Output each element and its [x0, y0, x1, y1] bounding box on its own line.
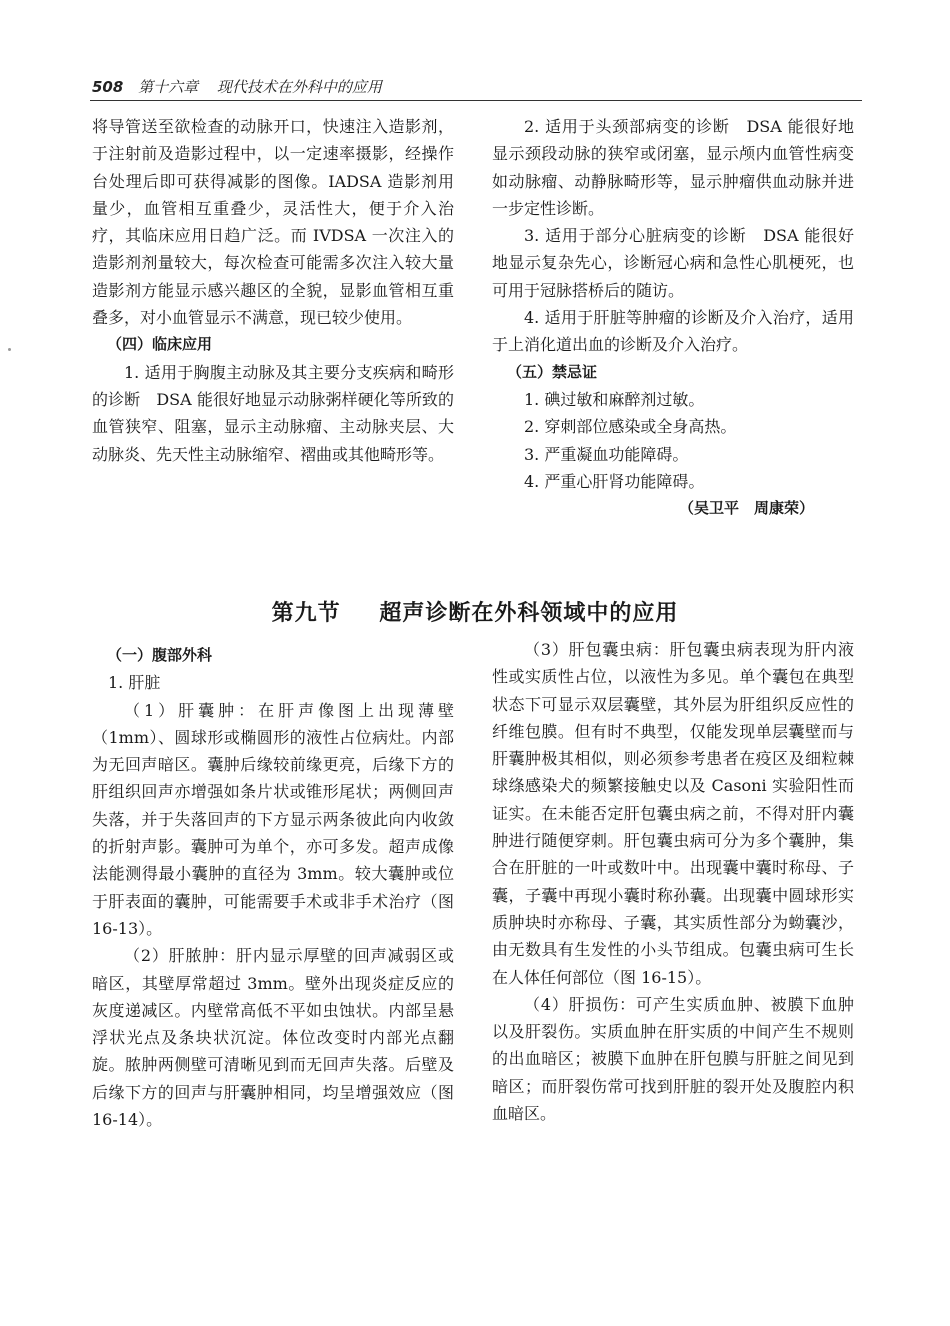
chapter-title: 现代技术在外科中的应用	[216, 78, 382, 96]
paragraph: （3）肝包囊虫病：肝包囊虫病表现为肝内液性或实质性占位，以液性为多见。单个囊包在典型状态下可显示双层囊壁，其外层为肝组织反应性的纤维包膜。但有时不典型，仅能发现单层囊壁而与肝囊肿极其相似，则必须参考患者在疫区及细粒棘球绦感染犬的频繁接触史以及 Casoni 实验阳性而证实。在未能否定肝包囊虫病之前，不得对肝内囊肿进行随便穿刺。肝包囊虫病可分为多个囊肿，集合在肝脏的一叶或数叶中。出现囊中囊时称母、子囊，子囊中再现小囊时称孙囊。出现囊中圆球形实质肿块时亦称母、子囊，其实质性部分为蚴囊沙，由无数具有生发性的小头节组成。包囊虫病可生长在人体任何部位（图 16-15）。	[492, 640, 854, 987]
paragraph: 将导管送至欲检查的动脉开口，快速注入造影剂，于注射前及造影过程中，以一定速率摄影，经操作台处理后即可获得减影的图像。IADSA 造影剂用量少，血管相互重叠少，灵活性大，便于介入治疗，其临床应用日趋广泛。而 IVDSA 一次注入的造影剂剂量较大，每次检查可能需多次注入较大量造影剂方能显示感兴趣区的全貌，显影血管相互重叠多，对小血管显示不满意，现已较少使用。	[92, 117, 454, 328]
paragraph: 2. 适用于头颈部病变的诊断 DSA 能很好地显示颈段动脉的狭窄或闭塞，显示颅内血管性病变如动脉瘤、动静脉畸形等，显示肿瘤供血动脉并进一步定性诊断。	[492, 117, 854, 218]
paragraph: （4）肝损伤：可产生实质血肿、被膜下血肿以及肝裂伤。实质血肿在肝实质的中间产生不规则的出血暗区；被膜下血肿在肝包膜与肝脏之间见到暗区；而肝裂伤常可找到肝脏的裂开处及腹腔内积血暗区。	[492, 994, 854, 1124]
paragraph: 3. 适用于部分心脏病变的诊断 DSA 能很好地显示复杂先心，诊断冠心病和急性心肌梗死，也可用于冠脉搭桥后的随访。	[492, 226, 854, 300]
left-column-bottom	[92, 642, 454, 1133]
running-header	[92, 76, 862, 102]
paragraph: 4. 适用于肝脏等肿瘤的诊断及介入治疗，适用于上消化道出血的诊断及介入治疗。	[492, 308, 854, 355]
paragraph: （2）肝脓肿：肝内显示厚壁的回声减弱区或暗区，其壁厚常超过 3mm。壁外出现炎症反应的灰度递减区。内壁常高低不平如虫蚀状。内部呈悬浮状光点及条块状沉淀。体位改变时内部光点翻旋。脓肿两侧壁可清晰见到而无回声失落。后壁及后缘下方的回声与肝囊肿相同，均呈增强效应（图 16-14）。	[92, 946, 454, 1130]
right-column-top	[492, 113, 854, 522]
sub-heading: 1. 肝脏	[108, 673, 161, 693]
list-item: 4. 严重心肝肾功能障碍。	[524, 471, 705, 491]
subsection-heading: （四）临床应用	[107, 335, 213, 354]
paragraph: （1）肝囊肿：在肝声像图上出现薄壁（1mm）、圆球形或椭圆形的液性占位病灶。内部为无回声暗区。囊肿后缘较前缘更亮，后缘下方的肝组织回声亦增强如条片状或锥形尾状；两侧回声失落，并于失落回声的下方显示两条彼此向内收敛的折射声影。囊肿可为单个，亦可多发。超声成像法能测得最小囊肿的直径为 3mm。较大囊肿或位于肝表面的囊肿，可能需要手术或非手术治疗（图 16-13）。	[92, 700, 454, 938]
chapter-number: 第十六章	[138, 78, 199, 96]
list-item: 3. 严重凝血功能障碍。	[524, 444, 689, 464]
paragraph: 1. 适用于胸腹主动脉及其主要分支疾病和畸形的诊断 DSA 能很好地显示动脉粥样硬化等所致的血管狭窄、阻塞，显示主动脉瘤、主动脉夹层、大动脉炎、先天性主动脉缩窄、褶曲或其他畸形等。	[92, 362, 454, 464]
section-number: 第九节	[271, 601, 341, 626]
subsection-heading: （一）腹部外科	[107, 646, 213, 664]
right-column-bottom	[492, 636, 854, 1127]
list-item: 1. 碘过敏和麻醉剂过敏。	[524, 389, 705, 409]
section-title-text: 超声诊断在外科领域中的应用	[379, 601, 679, 626]
page-number: 508	[92, 78, 124, 96]
subsection-heading: （五）禁忌证	[507, 362, 598, 381]
authors: （吴卫平 周康荣）	[678, 499, 814, 518]
left-column-top	[92, 113, 454, 468]
scan-speck	[8, 348, 11, 351]
header-rule	[90, 100, 862, 101]
list-item: 2. 穿刺部位感染或全身高热。	[524, 417, 737, 437]
section-title	[0, 596, 950, 627]
